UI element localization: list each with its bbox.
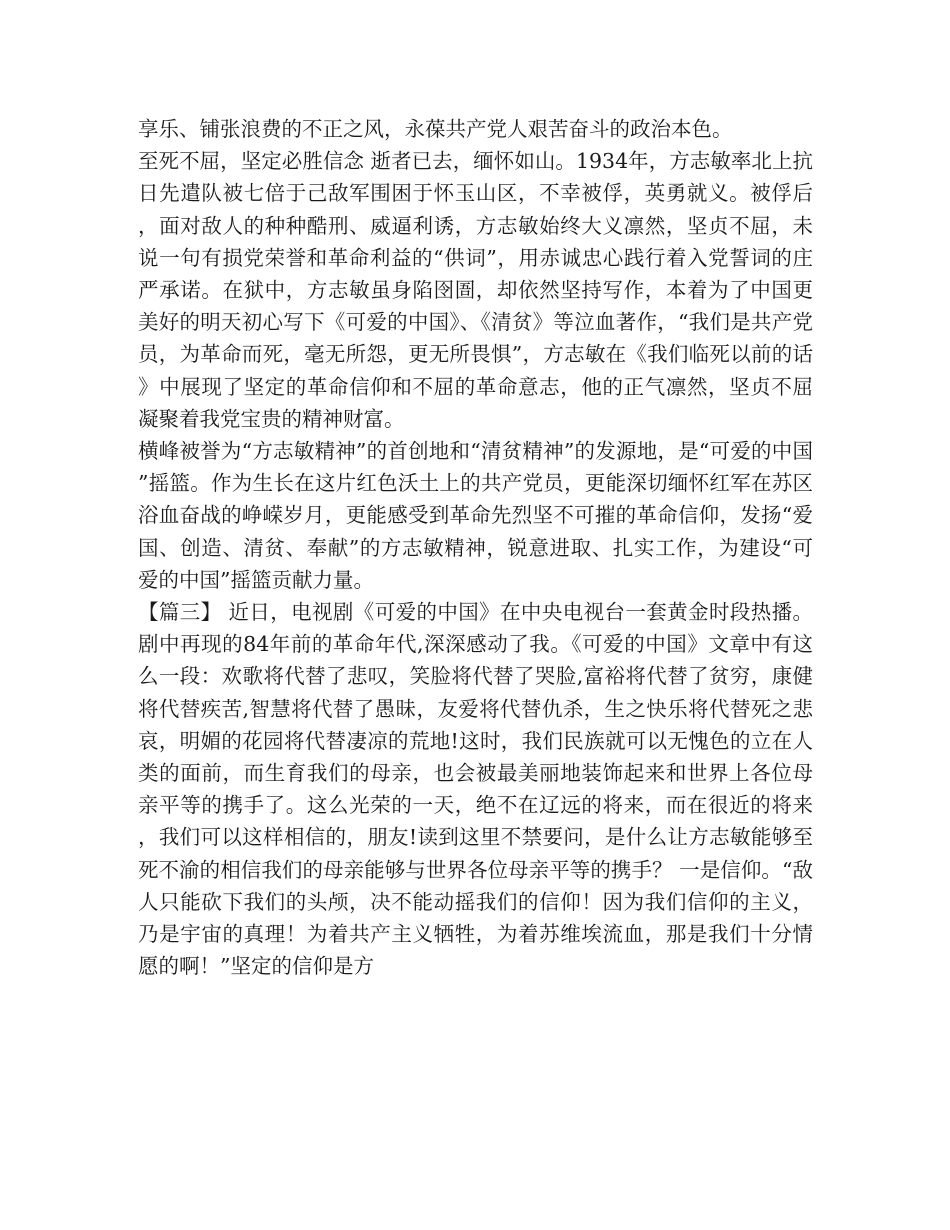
- paragraph-1: 享乐、铺张浪费的不正之风，永葆共产党人艰苦奋斗的政治本色。: [138, 117, 733, 141]
- paragraph-4: 【篇三】 近日，电视剧《可爱的中国》在中央电视台一套黄金时段热播。剧中再现的84年前的革命年代,深深感动了我。《可爱的中国》文章中有这么一段：欢歌将代替了悲叹，笑脸将代替了哭脸,富裕将代替了贫穷，康健将代替疾苦,智慧将代替了愚昧，友爱将代替仇杀，生之快乐将代替死之悲哀，明媚的花园将代替凄凉的荒地!这时，我们民族就可以无愧色的立在人类的面前，而生育我们的母亲，也会被最美丽地装饰起来和世界上各位母亲平等的携手了。这么光荣的一天，绝不在辽远的将来，而在很近的将来，我们可以这样相信的，朋友!读到这里不禁要问，是什么让方志敏能够至死不渝的相信我们的母亲能够与世界各位母亲平等的携手？ 一是信仰。“敌人只能砍下我们的头颅，决不能动摇我们的信仰！因为我们信仰的主义，乃是宇宙的真理！为着共产主义牺牲，为着苏维埃流血，那是我们十分情愿的啊！”坚定的信仰是方: [138, 600, 813, 979]
- paragraph-3: 横峰被誉为“方志敏精神”的首创地和“清贫精神”的发源地，是“可爱的中国”摇篮。作为生长在这片红色沃土上的共产党员，更能深切缅怀红军在苏区浴血奋战的峥嵘岁月，更能感受到革命先烈坚不可摧的革命信仰，发扬“爱国、创造、清贫、奉献”的方志敏精神，锐意进取、扎实工作，为建设“可爱的中国”摇篮贡献力量。: [138, 439, 813, 592]
- paragraph-2: 至死不屈，坚定必胜信念 逝者已去，缅怀如山。1934年，方志敏率北上抗日先遣队被七倍于己敌军围困于怀玉山区，不幸被俘，英勇就义。被俘后，面对敌人的种种酷刑、威逼利诱，方志敏始终大义凛然，坚贞不屈，未说一句有损党荣誉和革命利益的“供词”，用赤诚忠心践行着入党誓词的庄严承诺。在狱中，方志敏虽身陷囹圄，却依然坚持写作，本着为了中国更美好的明天初心写下《可爱的中国》、《清贫》等泣血著作，“我们是共产党员，为革命而死，毫无所怨，更无所畏惧”，方志敏在《我们临死以前的话》中展现了坚定的革命信仰和不屈的革命意志，他的正气凛然，坚贞不屈凝聚着我党宝贵的精神财富。: [138, 149, 813, 431]
- document-body: [138, 113, 813, 982]
